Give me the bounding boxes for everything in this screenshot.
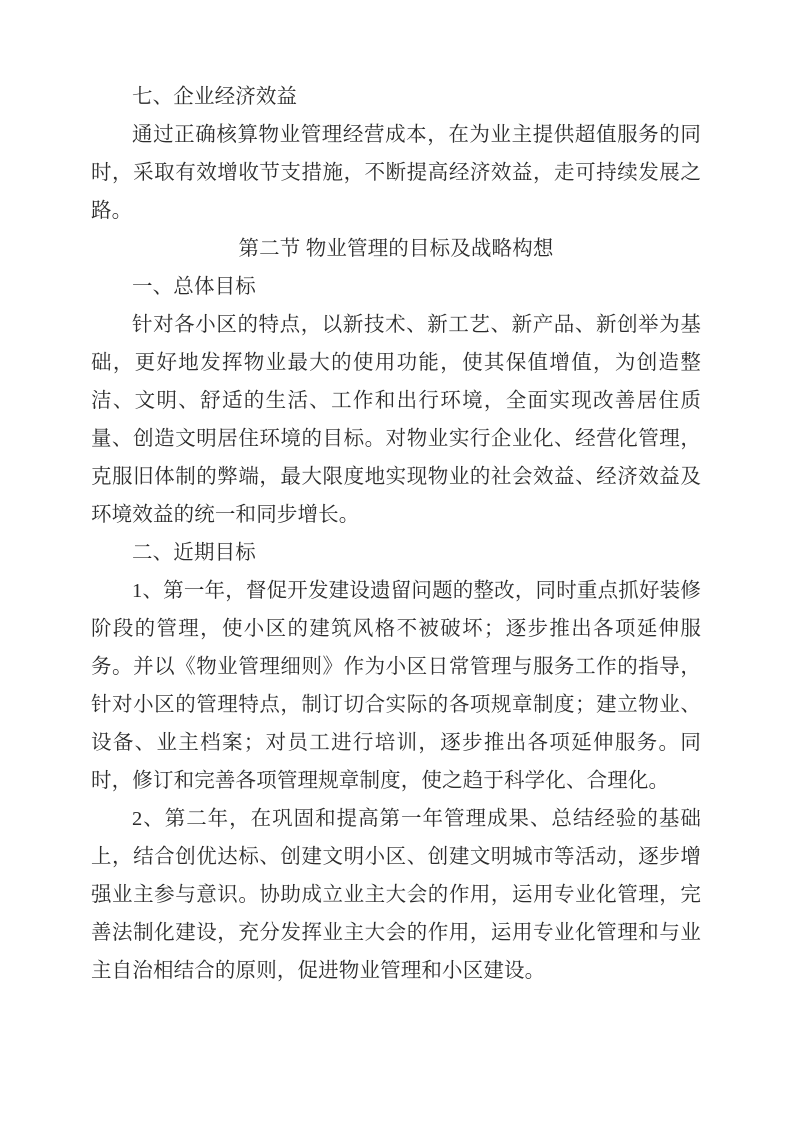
paragraph-item-one-first-year: 1、第一年，督促开发建设遗留问题的整改，同时重点抓好装修阶段的管理，使小区的建筑风格不被破坏；逐步推出各项延伸服务。并以《物业管理细则》作为小区日常管理与服务工作的指导，针对小区的管理特点，制订切合实际的各项规章制度；建立物业、设备、业主档案；对员工进行培训，逐步推出各项延伸服务。同时，修订和完善各项管理规章制度，使之趋于科学化、合理化。 [91,580,701,792]
heading-two-near-term-objective: 二、近期目标 [132,542,256,564]
paragraph-economic-benefit-body: 通过正确核算物业管理经营成本，在为业主提供超值服务的同时，采取有效增收节支措施，不断提高经济效益，走可持续发展之路。 [91,124,701,222]
document-text-body [91,78,701,990]
paragraph-item-two-second-year: 2、第二年，在巩固和提高第一年管理成果、总结经验的基础上，结合创优达标、创建文明小区、创建文明城市等活动，逐步增强业主参与意识。协助成立业主大会的作用，运用专业化管理，完善法制化建设，充分发挥业主大会的作用，运用专业化管理和与业主自治相结合的原则，促进物业管理和小区建设。 [91,808,701,982]
heading-seven-enterprise-economic-benefit: 七、企业经济效益 [132,86,298,108]
heading-one-overall-objective: 一、总体目标 [132,276,256,298]
section-title-second-section: 第二节 物业管理的目标及战略构想 [238,238,554,260]
paragraph-overall-objective-body: 针对各小区的特点，以新技术、新工艺、新产品、新创举为基础，更好地发挥物业最大的使用功能，使其保值增值，为创造整洁、文明、舒适的生活、工作和出行环境，全面实现改善居住质量、创造文明居住环境的目标。对物业实行企业化、经营化管理，克服旧体制的弊端，最大限度地实现物业的社会效益、经济效益及环境效益的统一和同步增长。 [91,314,701,526]
